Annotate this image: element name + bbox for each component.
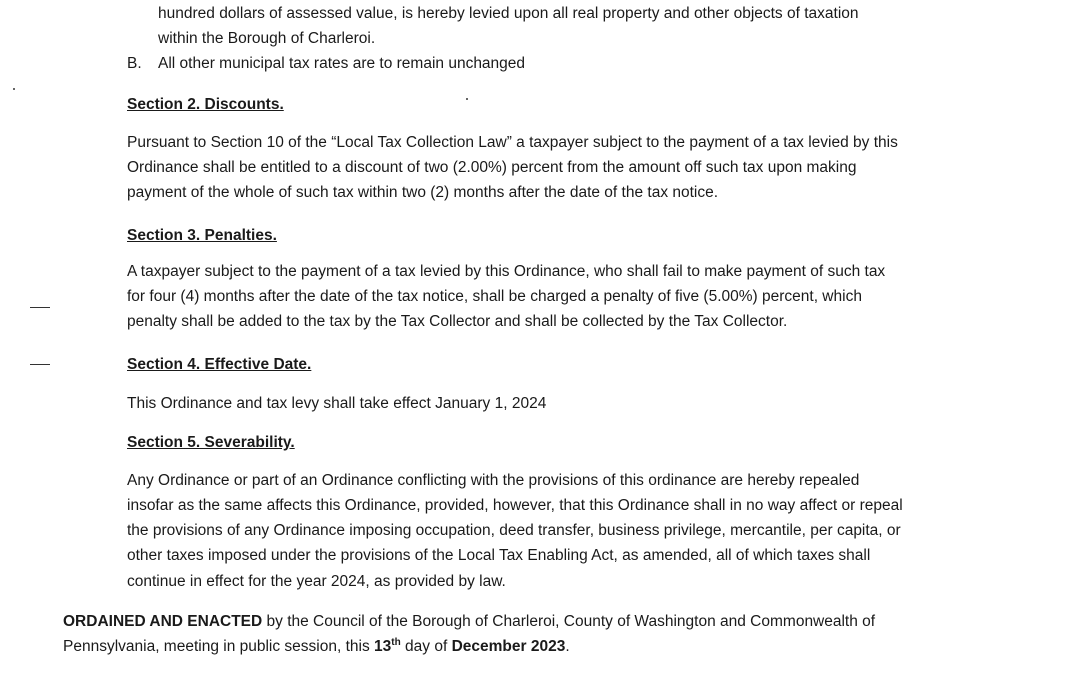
closing-day: 13 [374, 638, 392, 655]
section3-line-3: penalty shall be added to the tax by the Tax Collector and shall be collected by the Tax Collector. [127, 313, 788, 330]
scan-speck-1 [13, 88, 15, 90]
section3-heading: Section 3. Penalties. [127, 227, 277, 244]
section4-heading: Section 4. Effective Date. [127, 356, 312, 373]
closing-line-1-rest: by the Council of the Borough of Charleroi, County of Washington and Commonwealth of [262, 613, 876, 630]
section5-line-1: Any Ordinance or part of an Ordinance conflicting with the provisions of this ordinance are hereby repealed [127, 472, 860, 489]
section3-line-2: for four (4) months after the date of the tax notice, shall be charged a penalty of five (5.00%) percent, which [127, 288, 862, 305]
closing-line-1 [63, 612, 875, 632]
closing-line-2-end: . [565, 638, 570, 655]
closing-day-suffix: th [391, 636, 401, 648]
section5-line-3: the provisions of any Ordinance imposing occupation, deed transfer, business privilege, mercantile, per capita, or [127, 522, 901, 539]
section3-line-1: A taxpayer subject to the payment of a tax levied by this Ordinance, who shall fail to make payment of such tax [127, 263, 886, 280]
item-b-text: All other municipal tax rates are to remain unchanged [158, 55, 526, 72]
section2-line-2: Ordinance shall be entitled to a discount of two (2.00%) percent from the amount off such tax upon making [127, 159, 857, 176]
section1-line-1: hundred dollars of assessed value, is hereby levied upon all real property and other objects of taxation [158, 5, 859, 22]
item-b-marker: B. [127, 55, 142, 72]
section1-line-2: within the Borough of Charleroi. [158, 30, 376, 47]
closing-line-2-mid: day of [400, 638, 452, 655]
closing-line-2-start: Pennsylvania, meeting in public session, this [63, 638, 375, 655]
section5-line-5: continue in effect for the year 2024, as provided by law. [127, 573, 506, 590]
section5-line-4: other taxes imposed under the provisions of the Local Tax Enabling Act, as amended, all of which taxes shall [127, 547, 871, 564]
closing-line-2 [63, 637, 570, 657]
section4-line-1: This Ordinance and tax levy shall take effect January 1, 2024 [127, 395, 547, 412]
section2-line-3: payment of the whole of such tax within two (2) months after the date of the tax notice. [127, 184, 719, 201]
section5-line-2: insofar as the same affects this Ordinance, provided, however, that this Ordinance shall in no way affect or repeal [127, 497, 903, 514]
margin-mark-2 [30, 364, 50, 365]
closing-date: December 2023 [451, 638, 566, 655]
margin-mark-1 [30, 307, 50, 308]
section2-heading: Section 2. Discounts. [127, 96, 284, 113]
section5-heading: Section 5. Severability. [127, 434, 295, 451]
scan-speck-2 [466, 98, 468, 100]
section2-line-1: Pursuant to Section 10 of the “Local Tax Collection Law” a taxpayer subject to the payment of a tax levied by this [127, 134, 898, 151]
closing-bold-lead: ORDAINED AND ENACTED [63, 613, 263, 630]
